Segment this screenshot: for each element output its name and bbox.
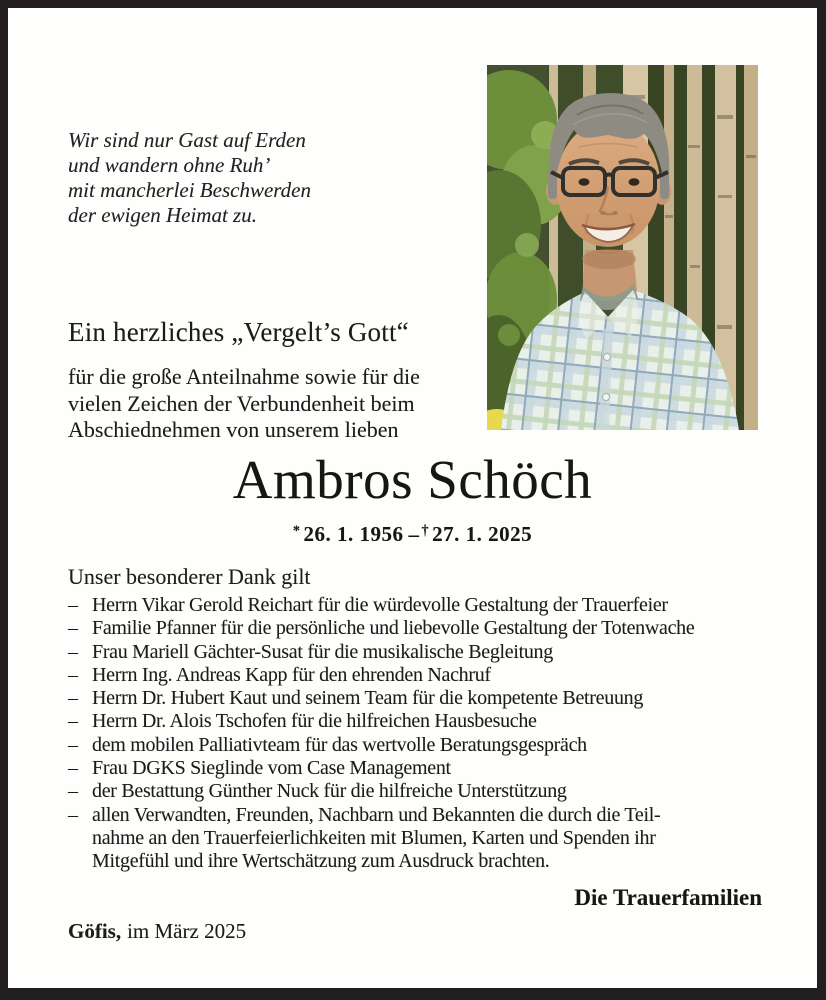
dash-bullet: –: [68, 687, 78, 710]
dash-bullet: –: [68, 757, 78, 780]
birth-symbol: *: [292, 523, 301, 540]
dash-bullet: –: [68, 640, 78, 663]
thanks-item: – Frau DGKS Sieglinde vom Case Management: [68, 757, 451, 780]
place-date: [68, 919, 246, 944]
verse-line: mit mancherlei Beschwerden: [68, 178, 311, 202]
life-dates: [8, 522, 817, 547]
intro-line: Abschiednehmen von unserem lieben: [68, 417, 399, 442]
thanks-title: Unser besonderer Dank gilt: [68, 564, 311, 589]
thanks-item: – Herrn Ing. Andreas Kapp für den ehrenden Nachruf: [68, 663, 491, 686]
obituary-card: [8, 8, 817, 988]
dash-bullet: –: [68, 663, 78, 686]
thanks-item: – Familie Pfanner für die persönliche und liebevolle Gestaltung der Totenwache: [68, 617, 695, 640]
deceased-name: Ambros Schöch: [232, 449, 593, 510]
verse-line: und wandern ohne Ruh’: [68, 153, 271, 177]
thanks-item-line: Mitgefühl und ihre Wertschätzung zum Ausdruck brachten.: [92, 850, 550, 873]
dash-bullet: –: [68, 780, 78, 803]
dash-bullet: –: [68, 617, 78, 640]
family-signature: Die Trauerfamilien: [574, 885, 762, 910]
dash-bullet: –: [68, 594, 78, 616]
eye: [629, 178, 640, 186]
opening-verse: [68, 128, 311, 228]
thanks-item-line: allen Verwandten, Freunden, Nachbarn und Bekannten die durch die Teil-: [92, 803, 661, 826]
headline: Ein herzliches „Vergelt’s Gott“: [68, 317, 409, 347]
thanks-item: – Herrn Vikar Gerold Reichart für die würdevolle Gestaltung der Trauerfeier: [68, 594, 668, 616]
dates-separator: –: [408, 522, 420, 546]
date: im März 2025: [127, 919, 247, 943]
thanks-list: [68, 594, 788, 874]
intro-line: vielen Zeichen der Verbundenheit beim: [68, 390, 415, 416]
portrait-photo: [487, 65, 758, 430]
intro-paragraph: [68, 364, 420, 444]
intro-line: für die große Anteilnahme sowie für die: [68, 364, 420, 389]
death-date: 27. 1. 2025: [432, 522, 533, 546]
thanks-item: – Herrn Dr. Hubert Kaut und seinem Team für die kompetente Betreuung: [68, 687, 644, 710]
verse-line: der ewigen Heimat zu.: [68, 203, 257, 227]
thanks-item: – Frau Mariell Gächter-Susat für die musikalische Begleitung: [68, 640, 553, 663]
dash-bullet: –: [68, 710, 78, 733]
thanks-item: – dem mobilen Palliativteam für das wertvolle Beratungsgespräch: [68, 733, 587, 756]
death-symbol: †: [421, 523, 430, 540]
verse-line: Wir sind nur Gast auf Erden: [68, 128, 306, 152]
dash-bullet: –: [68, 803, 78, 826]
dash-bullet: –: [68, 733, 78, 756]
place: Göfis,: [68, 919, 122, 943]
thanks-item: [68, 804, 788, 874]
eye: [579, 178, 590, 186]
thanks-item: – der Bestattung Günther Nuck für die hilfreiche Unterstützung: [68, 780, 567, 803]
thanks-item-line: nahme an den Trauerfeierlichkeiten mit Blumen, Karten und Spenden ihr: [92, 826, 656, 849]
birth-date: 26. 1. 1956: [303, 522, 404, 546]
thanks-item: – Herrn Dr. Alois Tschofen für die hilfreichen Hausbesuche: [68, 710, 537, 733]
